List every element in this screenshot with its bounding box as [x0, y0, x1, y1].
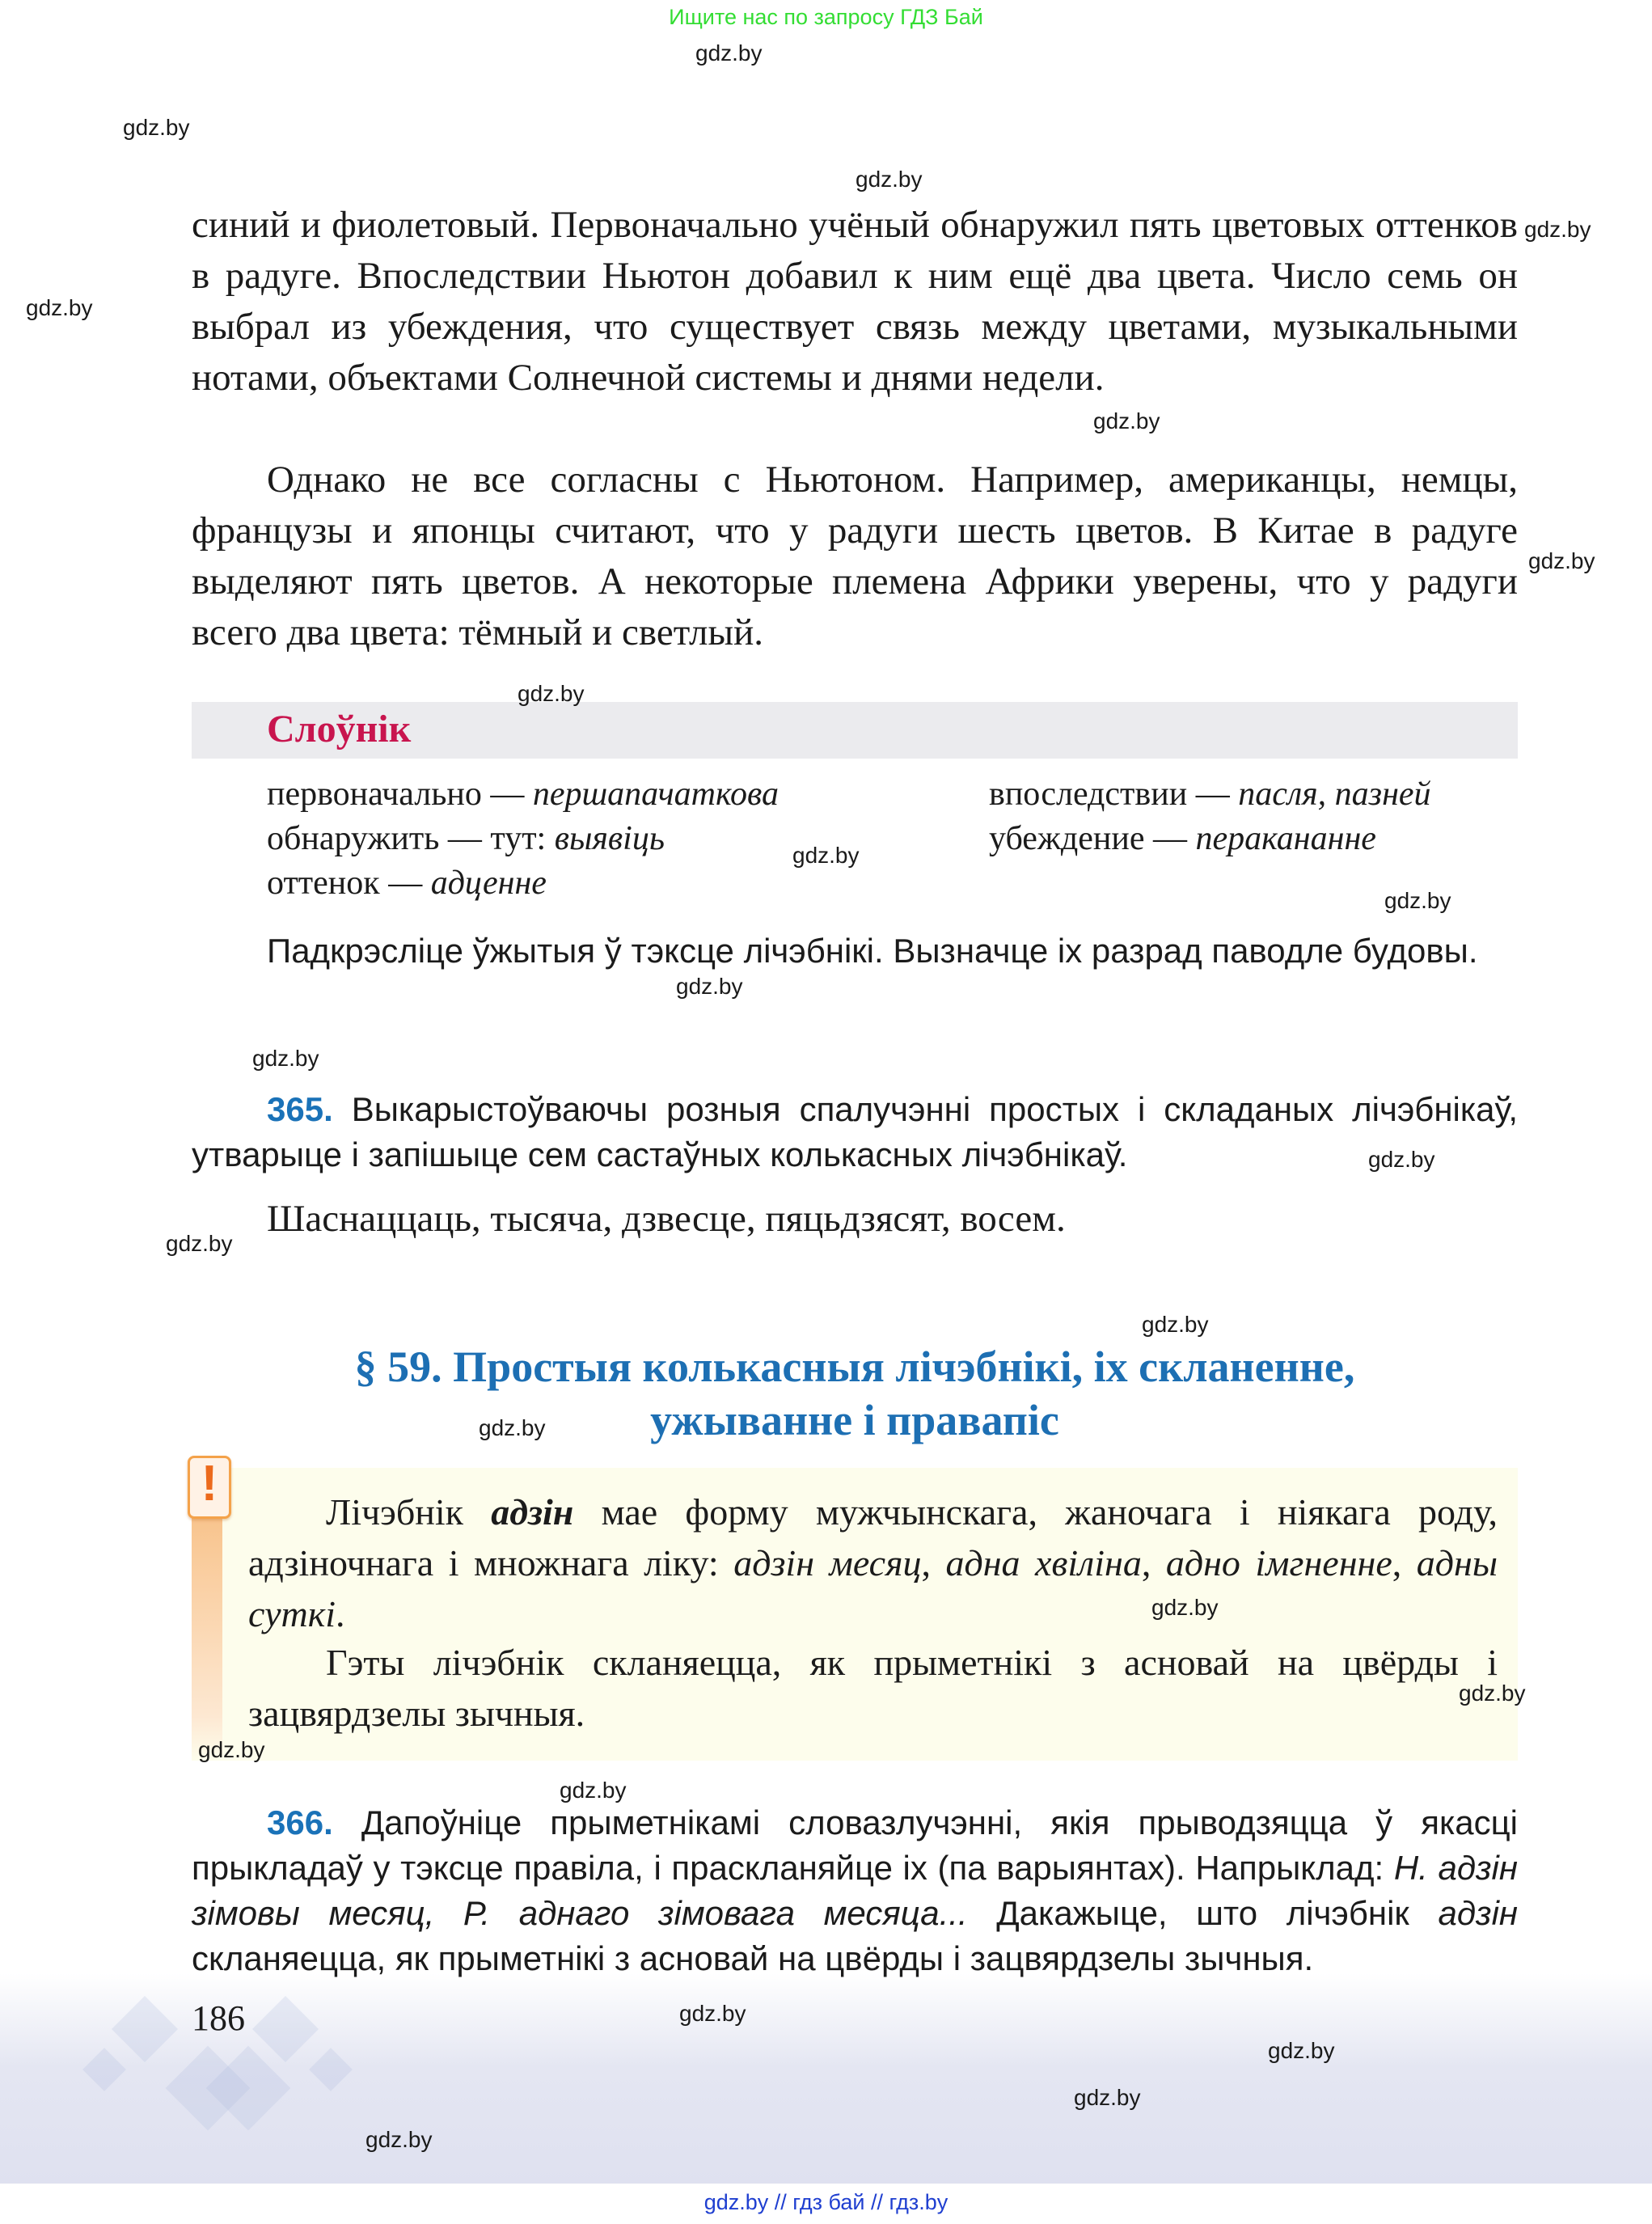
dictionary-entry [989, 775, 1431, 814]
watermark-text: gdz.by [365, 2127, 433, 2152]
comma: , [1392, 1542, 1417, 1583]
watermark-text: gdz.by [1142, 1312, 1209, 1337]
dictionary-word: оттенок [267, 865, 380, 902]
watermark-text: gdz.by [26, 295, 93, 320]
rule-example: адзін месяц [733, 1542, 922, 1583]
watermark-text: gdz.by [166, 1231, 233, 1256]
rule-example: адны суткі [248, 1542, 1498, 1634]
dictionary-translation: перакананне [1195, 820, 1376, 857]
watermark-text: gdz.by [560, 1778, 627, 1803]
dictionary-entry [267, 864, 547, 903]
exercise-keyword: адзін [1438, 1894, 1519, 1932]
dictionary-word: обнаружить [267, 820, 440, 857]
dictionary-translation: першапачаткова [532, 776, 779, 813]
comma: , [1141, 1542, 1166, 1583]
section-title-line-1: § 59. Простыя колькасныя лічэбнікі, іх скланенне, [354, 1342, 1355, 1391]
dictionary-entry [267, 775, 779, 814]
comma: , [921, 1542, 946, 1583]
warning-icon [188, 1456, 231, 1519]
watermark-text: gdz.by [479, 1415, 546, 1440]
dash: — [379, 865, 431, 902]
exercise-number: 365. [267, 1090, 333, 1128]
exercise-365-answer: Шаснаццаць, тысяча, дзвесце, пяцьдзясят, восем. [267, 1198, 1066, 1240]
exercise-366 [192, 1800, 1518, 1981]
watermark-text: gdz.by [1528, 548, 1595, 573]
dash: — [1144, 820, 1196, 857]
exclamation-icon: ! [201, 1456, 218, 1512]
exercise-365 [192, 1087, 1518, 1178]
watermark-text: gdz.by [198, 1737, 265, 1762]
exercise-example: Н. адзін зімовы месяц, Р. аднаго зімовага месяца... [192, 1849, 1518, 1932]
exercise-text: Выкарыстоўваючы розныя спалучэнні простых і складаных лічэбнікаў, утварыце і запішыце сем састаўных колькасных лічэбнікаў. [192, 1090, 1518, 1173]
watermark-text: gdz.by [123, 115, 190, 140]
watermark-text: gdz.by [518, 681, 585, 706]
footer-links[interactable]: gdz.by // гдз бай // гдз.by [703, 2190, 949, 2214]
paragraph-2: Однако не все согласны с Ньютоном. Например, американцы, немцы, французы и японцы считают, что у радуги шесть цветов. В Китае в радуге выделяют пять цветов. А некоторые племена Африки уверены, что у радуги всего два цвета: тёмный и светлый. [192, 459, 1518, 653]
dash: — [439, 820, 491, 857]
section-title-line-2: ужыванне і правапіс [650, 1396, 1059, 1444]
dash: — [481, 776, 533, 813]
exercise-text: Дакажыце, што лічэбнік [967, 1894, 1439, 1932]
period: . [336, 1593, 345, 1634]
watermark-text: gdz.by [856, 167, 923, 192]
watermark-text: gdz.by [679, 2001, 746, 2026]
dictionary-header [192, 702, 1518, 759]
search-banner[interactable]: Ищите нас по запросу ГДЗ Бай [669, 5, 983, 29]
paragraph-1: синий и фиолетовый. Первоначально учёный обнаружил пять цветовых оттенков в радуге. Впоследствии Ньютон добавил к ним ещё два цвета. Число семь он выбрал из убеждения, что существует связь между цветами, музыкальными нотами, объектами Солнечной системы и днями недели. [192, 204, 1518, 399]
watermark-text: gdz.by [1074, 2085, 1141, 2110]
watermark-text: gdz.by [1384, 888, 1451, 913]
dictionary-translation: пасля, пазней [1238, 776, 1431, 813]
dictionary-title: Слоўнік [267, 708, 412, 750]
rule-text: мае форму мужчынскага, жаночага і ніякага роду, адзіночнага і множнага ліку: [248, 1491, 1498, 1583]
page-number: 186 [192, 1998, 245, 2038]
dictionary-entry [989, 819, 1376, 858]
exercise-number: 366. [267, 1803, 333, 1841]
watermark-text: gdz.by [1368, 1147, 1435, 1172]
rule-paragraph-2: Гэты лічэбнік скланяецца, як прыметнікі з асновай на цвёрды і зацвярдзелы зычныя. [248, 1642, 1498, 1734]
task-text: Падкрэсліце ўжытыя ў тэксце лічэбнікі. Вызначце іх разрад паводле будовы. [267, 932, 1478, 970]
watermark-text: gdz.by [695, 40, 763, 66]
dictionary-entry [267, 819, 665, 858]
watermark-text: gdz.by [1151, 1595, 1219, 1620]
exercise-text: скланяецца, як прыметнікі з асновай на цвёрды і зацвярдзелы зычныя. [192, 1939, 1314, 1977]
dictionary-prefix: тут: [490, 820, 555, 857]
rule-text: Лічэбнік [326, 1491, 492, 1533]
rule-example: адно імгненне [1165, 1542, 1392, 1583]
watermark-text: gdz.by [676, 974, 743, 999]
rule-keyword: адзін [491, 1491, 574, 1533]
rule-paragraph-1 [248, 1486, 1498, 1639]
watermark-text: gdz.by [1524, 217, 1591, 242]
dash: — [1187, 776, 1239, 813]
watermark-text: gdz.by [1268, 2038, 1335, 2063]
watermark-text: gdz.by [792, 843, 860, 868]
dictionary-word: первоначально [267, 776, 482, 813]
dictionary-word: убеждение [989, 820, 1145, 857]
dictionary-translation: выявіць [554, 820, 665, 857]
watermark-text: gdz.by [1459, 1681, 1526, 1706]
watermark-text: gdz.by [252, 1046, 319, 1071]
dictionary-word: впоследствии [989, 776, 1188, 813]
dictionary-translation: адценне [430, 865, 547, 902]
watermark-text: gdz.by [1093, 408, 1160, 433]
rule-example: адна хвіліна [945, 1542, 1142, 1583]
exercise-text: Дапоўніце прыметнікамі словазлучэнні, якія прыводзяцца ў якасці прыкладаў у тэксце правіла, і праскланяйце іх (па варыянтах). Напрыклад: [192, 1803, 1518, 1887]
